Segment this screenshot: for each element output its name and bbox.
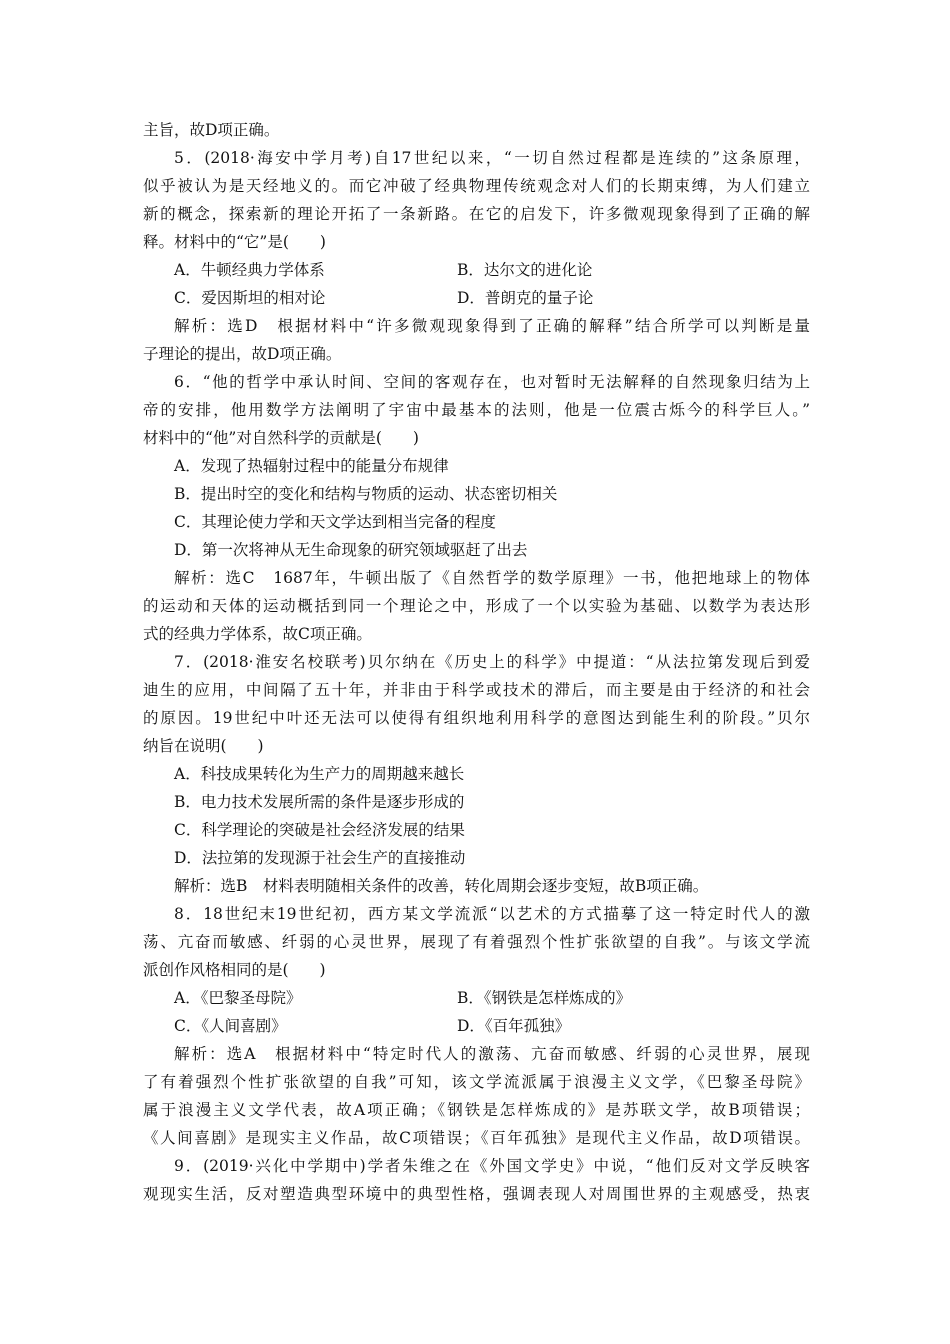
text-line: 观现实生活，反对塑造典型环境中的典型性格，强调表现人对周围世界的主观感受，热衷: [143, 1185, 810, 1203]
text-line: 的运动和天体的运动概括到同一个理论之中，形成了一个以实验为基础、以数学为表达形: [143, 597, 810, 615]
option-row: [143, 256, 810, 284]
text-line: 新的概念，探索新的理论开拓了一条新路。在它的启发下，许多微观现象得到了正确的解: [143, 205, 810, 223]
text-line: 属于浪漫主义文学代表，故A项正确；《钢铁是怎样炼成的》是苏联文学，故B项错误；: [143, 1101, 810, 1119]
answer-option: B．达尔文的进化论: [457, 261, 593, 279]
text-line: 了有着强烈个性扩张欲望的自我”可知，该文学流派属于浪漫主义文学，《巴黎圣母院》: [143, 1073, 810, 1091]
text-line: 解析：选A 根据材料中“特定时代人的激荡、亢奋而敏感、纤弱的心灵世界，展现: [174, 1045, 810, 1063]
text-line: 6．“他的哲学中承认时间、空间的客观存在，也对暂时无法解释的自然现象归结为上: [174, 373, 810, 391]
text-line: 的原因。19世纪中叶还无法可以使得有组织地利用科学的意图达到能生利的阶段。”贝尔: [143, 709, 810, 727]
text-line: 荡、亢奋而敏感、纤弱的心灵世界，展现了有着强烈个性扩张欲望的自我”。与该文学流: [143, 933, 810, 951]
option-row: [143, 1012, 810, 1040]
text-line: 帝的安排，他用数学方法阐明了宇宙中最基本的法则，他是一位震古烁今的科学巨人。”: [143, 401, 810, 419]
text-line: C．其理论使力学和天文学达到相当完备的程度: [174, 513, 496, 531]
text-line: B．电力技术发展所需的条件是逐步形成的: [174, 793, 465, 811]
text-line: 9．(2019·兴化中学期中)学者朱维之在《外国文学史》中说，“他们反对文学反映客: [174, 1157, 810, 1175]
text-line: 子理论的提出，故D项正确。: [143, 345, 342, 363]
text-line: 释。材料中的“它”是( ): [143, 233, 326, 251]
text-line: A．科技成果转化为生产力的周期越来越长: [174, 765, 465, 783]
text-line: 8．18世纪末19世纪初，西方某文学流派“以艺术的方式描摹了这一特定时代人的激: [174, 905, 810, 923]
text-line: 派创作风格相同的是( ): [143, 961, 326, 979]
text-line: 解析：选B 材料表明随相关条件的改善，转化周期会逐步变短，故B项正确。: [174, 877, 709, 895]
answer-option: A．《巴黎圣母院》: [174, 989, 302, 1007]
text-line: D．法拉第的发现源于社会生产的直接推动: [174, 849, 466, 867]
option-row: [143, 284, 810, 312]
text-line: 主旨，故D项正确。: [143, 121, 280, 139]
text-line: B．提出时空的变化和结构与物质的运动、状态密切相关: [174, 485, 558, 503]
answer-option: A．牛顿经典力学体系: [174, 261, 325, 279]
text-line: 似乎被认为是天经地义的。而它冲破了经典物理传统观念对人们的长期束缚，为人们建立: [143, 177, 810, 195]
option-row: [143, 984, 810, 1012]
text-line: 解析：选C 1687年，牛顿出版了《自然哲学的数学原理》一书，他把地球上的物体: [174, 569, 810, 587]
document-body: [143, 116, 810, 1208]
text-line: 式的经典力学体系，故C项正确。: [143, 625, 372, 643]
answer-option: C．《人间喜剧》: [174, 1017, 287, 1035]
answer-option: D．《百年孤独》: [457, 1017, 571, 1035]
text-line: 7．(2018·淮安名校联考)贝尔纳在《历史上的科学》中提道：“从法拉第发现后到爱: [174, 653, 810, 671]
text-line: C．科学理论的突破是社会经济发展的结果: [174, 821, 465, 839]
text-line: A．发现了热辐射过程中的能量分布规律: [174, 457, 449, 475]
text-line: 《人间喜剧》是现实主义作品，故C项错误；《百年孤独》是现代主义作品，故D项错误。: [143, 1129, 810, 1147]
text-line: D．第一次将神从无生命现象的研究领域驱赶了出去: [174, 541, 528, 559]
answer-option: B．《钢铁是怎样炼成的》: [457, 989, 632, 1007]
text-line: 解析：选D 根据材料中“许多微观现象得到了正确的解释”结合所学可以判断是量: [174, 317, 810, 335]
answer-option: C．爱因斯坦的相对论: [174, 289, 326, 307]
answer-option: D．普朗克的量子论: [457, 289, 594, 307]
text-line: 纳旨在说明( ): [143, 737, 264, 755]
text-line: 材料中的“他”对自然科学的贡献是( ): [143, 429, 419, 447]
text-line: 迪生的应用，中间隔了五十年，并非由于科学或技术的滞后，而主要是由于经济的和社会: [143, 681, 810, 699]
text-line: 5．(2018·海安中学月考)自17世纪以来，“一切自然过程都是连续的”这条原理，: [174, 149, 810, 167]
